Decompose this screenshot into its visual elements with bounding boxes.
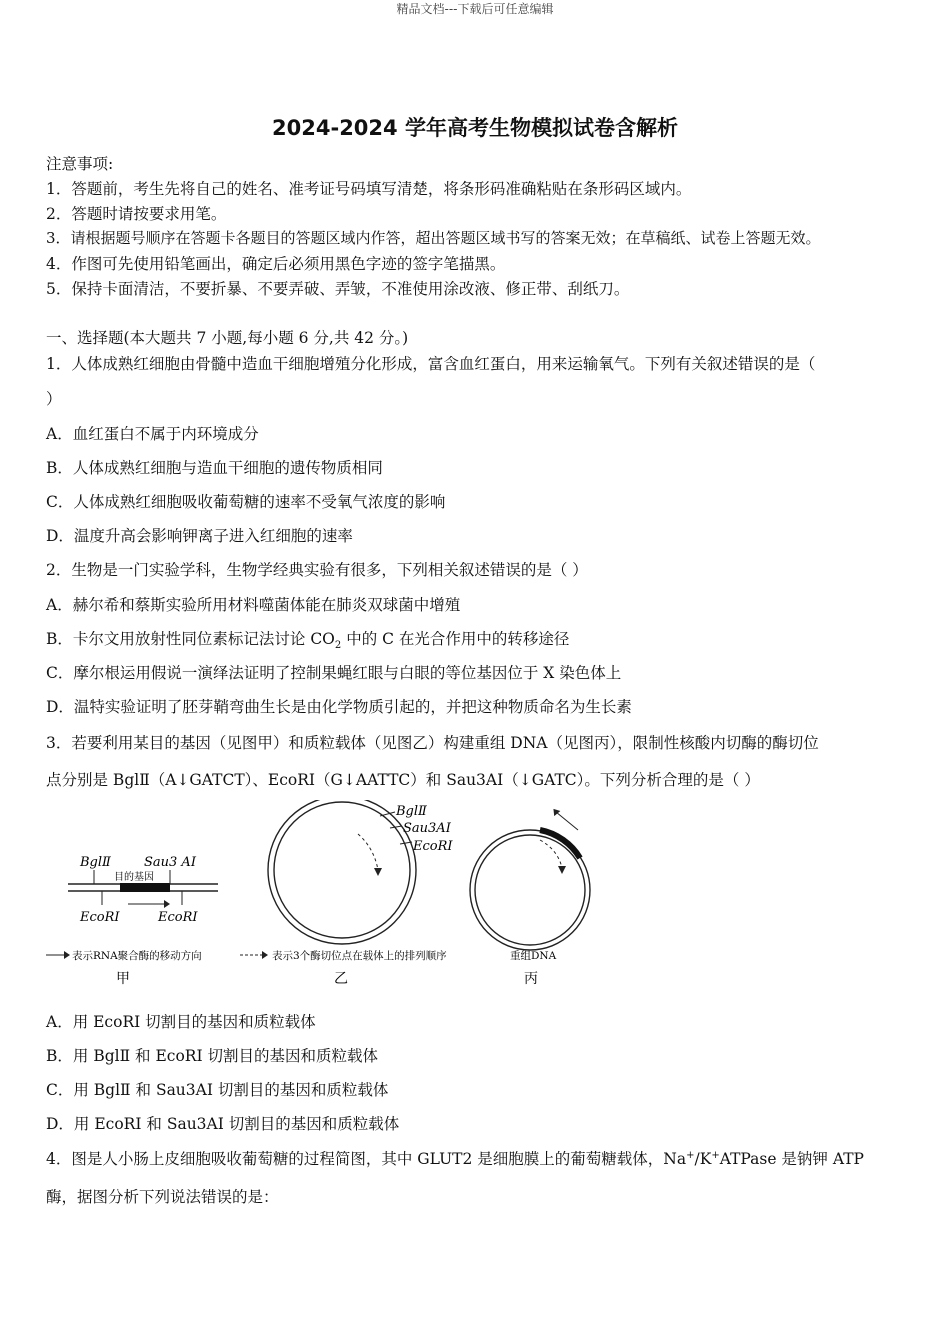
question-1-stem-end: ）: [46, 390, 62, 408]
dna-diagram: [40, 800, 620, 1000]
legend-sites: 表示3个酶切位点在载体上的排列顺序: [272, 950, 447, 962]
question-1-stem: 1．人体成熟红细胞由骨髓中造血干细胞增殖分化形成，富含血红蛋白，用来运输氧气。下列有关叙述错误的是（: [46, 355, 816, 373]
notice-item: 4．作图可先使用铅笔画出，确定后必须用黑色字迹的签字笔描黑。: [46, 255, 506, 273]
bgl-label: BglⅡ: [80, 855, 111, 870]
ring-eco-label: EcoRI: [413, 839, 453, 854]
question-1-option-b: B．人体成熟红细胞与造血干细胞的遗传物质相同: [46, 459, 383, 477]
notice-item: 3．请根据题号顺序在答题卡各题目的答题区域内作答，超出答题区域书写的答案无效；在草稿纸、试卷上答题无效。: [46, 229, 821, 247]
notice-heading: 注意事项:: [46, 155, 114, 173]
legend-recombinant: 重组DNA: [510, 950, 557, 962]
question-2-option-c: C．摩尔根运用假说一演绎法证明了控制果蝇红眼与白眼的等位基因位于 X 染色体上: [46, 664, 622, 682]
target-gene-label: 目的基因: [114, 872, 154, 883]
notice-item: 5．保持卡面清洁，不要折暴、不要弄破、弄皱，不准使用涂改液、修正带、刮纸刀。: [46, 280, 630, 298]
label-jia: 甲: [116, 971, 130, 987]
question-2-option-d: D．温特实验证明了胚芽鞘弯曲生长是由化学物质引起的，并把这种物质命名为生长素: [46, 698, 632, 716]
label-bing: 丙: [524, 971, 538, 987]
question-2-option-b: B．卡尔文用放射性同位素标记法讨论 $CO_2$ 中的 C 在光合作用中的转移途径: [46, 630, 570, 652]
question-4-stem-cont: 酶，据图分析下列说法错误的是：: [46, 1188, 279, 1206]
question-4-stem: 4．图是人小肠上皮细胞吸收葡萄糖的过程简图，其中 GLUT2 是细胞膜上的葡萄糖载体，Na+/K+ATPase 是钠钾 ATP: [46, 1149, 864, 1168]
question-3-option-b: B．用 BglⅡ 和 EcoRⅠ 切割目的基因和质粒载体: [46, 1047, 379, 1065]
question-1-option-c: C．人体成熟红细胞吸收葡萄糖的速率不受氧气浓度的影响: [46, 493, 446, 511]
question-2-stem: 2．生物是一门实验学科，生物学经典实验有很多，下列相关叙述错误的是（ ）: [46, 561, 588, 579]
question-2-option-a: A．赫尔希和蔡斯实验所用材料噬菌体能在肺炎双球菌中增殖: [46, 596, 461, 614]
label-yi: 乙: [334, 971, 348, 987]
ecori-right-label: EcoRI: [158, 910, 198, 925]
question-3-stem-cont: 点分别是 BglⅡ（A↓GATCT）、EcoRⅠ（G↓AATTC）和 Sau3AⅠ（↓GATC）。下列分析合理的是（ ）: [46, 771, 760, 789]
ring-bgl-label: BglⅡ: [396, 804, 427, 819]
notice-item: 2．答题时请按要求用笔。: [46, 205, 227, 223]
sau-label: Sau3 AI: [144, 855, 196, 870]
question-3-option-a: A．用 EcoRⅠ 切割目的基因和质粒载体: [46, 1013, 316, 1031]
figure-b-plasmid: [268, 800, 453, 944]
ring-sau-label: Sau3AI: [403, 821, 451, 836]
ecori-left-label: EcoRI: [80, 910, 120, 925]
page-title: 2024-2024 学年高考生物模拟试卷含解析: [272, 116, 678, 140]
figure-c-recombinant: [470, 806, 590, 950]
question-1-option-d: D．温度升高会影响钾离子进入红细胞的速率: [46, 527, 353, 545]
legend: [46, 949, 557, 987]
legend-rna: 表示RNA聚合酶的移动方向: [72, 950, 202, 962]
question-3-stem: 3．若要利用某目的基因（见图甲）和质粒载体（见图乙）构建重组 DNA（见图丙），限制性核酸内切酶的酶切位: [46, 734, 819, 752]
header-note: 精品文档---下载后可任意编辑: [396, 2, 554, 16]
section-heading: 一、选择题(本大题共 7 小题,每小题 6 分,共 42 分。): [46, 329, 409, 347]
figure-a-linear-dna: [68, 855, 218, 925]
notice-item: 1．答题前，考生先将自己的姓名、准考证号码填写清楚，将条形码准确粘贴在条形码区域内。: [46, 180, 692, 198]
question-3-option-d: D．用 EcoRⅠ 和 Sau3AⅠ 切割目的基因和质粒载体: [46, 1115, 400, 1133]
question-1-option-a: A．血红蛋白不属于内环境成分: [46, 425, 259, 443]
question-3-option-c: C．用 BglⅡ 和 Sau3AⅠ 切割目的基因和质粒载体: [46, 1081, 389, 1099]
